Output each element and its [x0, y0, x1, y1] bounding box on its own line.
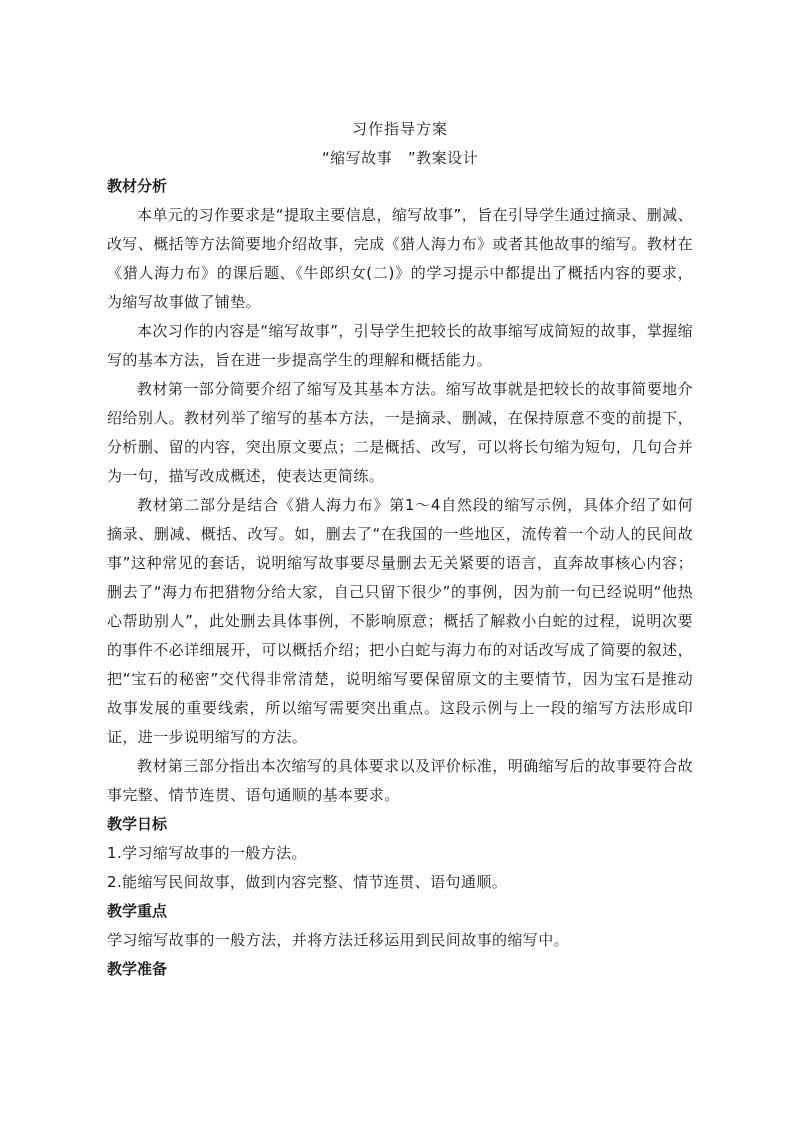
list-item: 学习缩写故事的一般方法，并将方法迁移运用到民间故事的缩写中。 — [107, 931, 570, 949]
list-item: 1.学习缩写故事的一般方法。 — [107, 844, 307, 862]
paragraph: 本单元的习作要求是“提取主要信息，缩写故事”，旨在引导学生通过摘录、删减、改写、概括等方法简要地介绍故事，完成《猎人海力布》或者其他故事的缩写。教材在《猎人海力布》的课后题、《牛郎织女(二)》的学习提示中都提出了概括内容的要求，为缩写故事做了铺垫。 — [107, 206, 693, 311]
section-heading-textbook-analysis: 教材分析 — [107, 177, 168, 195]
paragraph: 教材第二部分是结合《猎人海力布》第1～4自然段的缩写示例，具体介绍了如何摘录、删减、概括、改写。如，删去了“在我国的一些地区，流传着一个动人的民间故事”这种常见的套话，说明缩写故事要尽量删去无关紧要的语言，直奔故事核心内容；删去了“海力布把猎物分给大家，自己只留下很少”的事例，因为前一句已经说明“他热心帮助别人”，此处删去具体事例，不影响原意；概括了解救小白蛇的过程，说明次要的事件不必详细展开，可以概括介绍；把小白蛇与海力布的对话改写成了简要的叙述，把“宝石的秘密”交代得非常清楚，说明缩写要保留原文的主要情节，因为宝石是推动故事发展的重要线索，所以缩写需要突出重点。这段示例与上一段的缩写方法形成印证，进一步说明缩写的方法。 — [107, 496, 693, 746]
document-body — [107, 119, 693, 984]
section-heading-teaching-goals: 教学日标 — [107, 815, 168, 833]
section-heading-teaching-preparation: 教学准备 — [107, 960, 168, 978]
paragraph: 教材第三部分指出本次缩写的具体要求以及评价标准，明确缩写后的故事要符合故事完整、情节连贯、语句通顺的基本要求。 — [107, 757, 693, 804]
document-subtitle: “缩写故事 ”教案设计 — [321, 149, 479, 167]
list-item: 2.能缩写民间故事，做到内容完整、情节连贯、语句通顺。 — [107, 873, 508, 891]
document-title: 习作指导方案 — [351, 120, 448, 138]
paragraph: 本次习作的内容是“缩写故事”，引导学生把较长的故事缩写成简短的故事，掌握缩写的基本方法，旨在进一步提高学生的理解和概括能力。 — [107, 322, 693, 369]
section-heading-teaching-focus: 教学重点 — [107, 902, 168, 920]
paragraph: 教材第一部分简要介绍了缩写及其基本方法。缩写故事就是把较长的故事简要地介绍给别人。教材列举了缩写的基本方法，一是摘录、删减，在保持原意不变的前提下，分析删、留的内容，突出原文要点；二是概括、改写，可以将长句缩为短句，几句合并为一句，描写改成概述，使表达更简练。 — [107, 380, 693, 485]
